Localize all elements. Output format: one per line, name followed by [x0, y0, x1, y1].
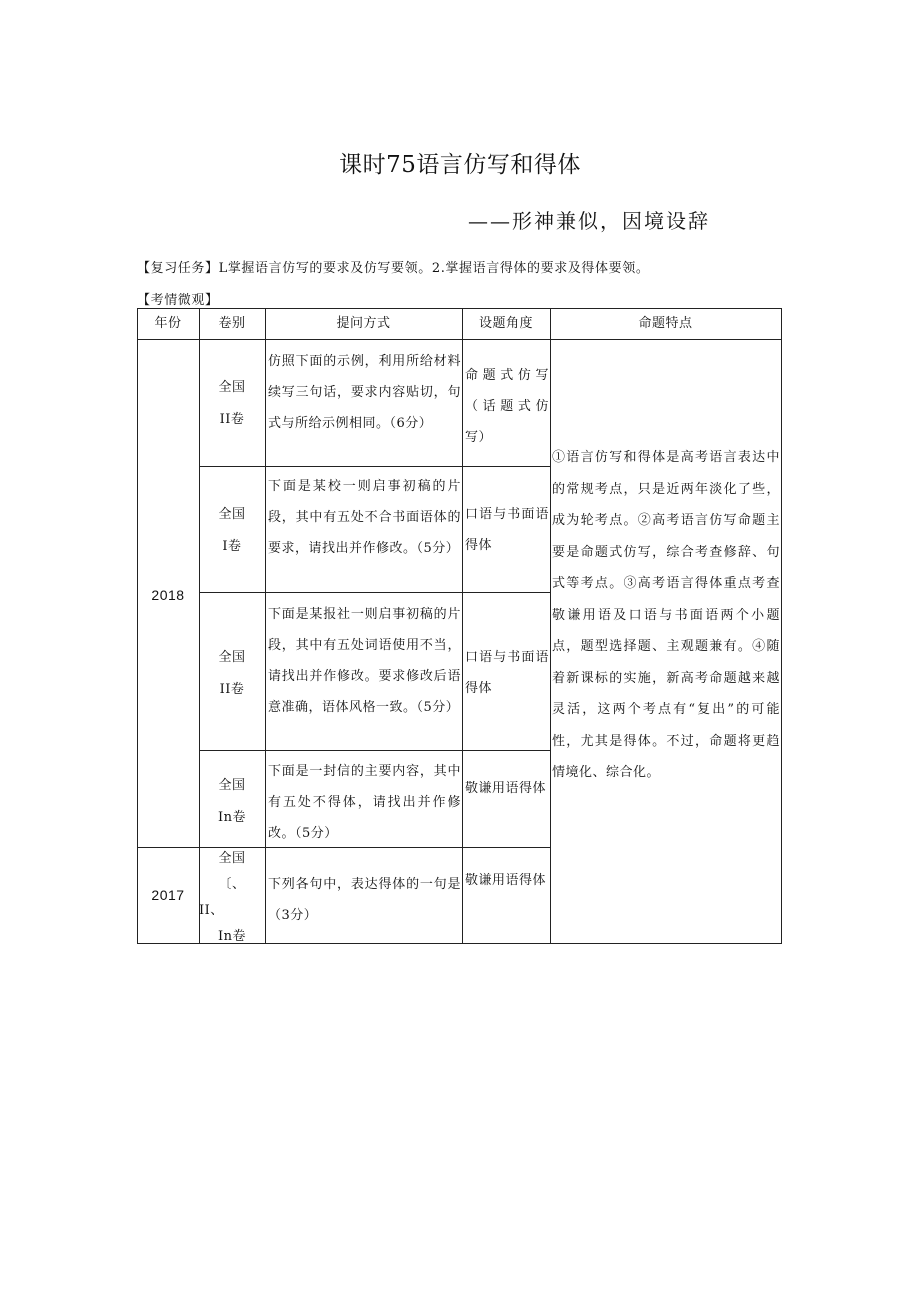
header-year: 年份 [154, 316, 182, 331]
paper-line: 全国 [218, 380, 246, 395]
header-angle: 设题角度 [478, 316, 533, 331]
question-cell: 下列各句中，表达得体的一句是（3分） [268, 877, 461, 923]
paper-cell [199, 846, 265, 944]
header-paper: 卷别 [218, 316, 246, 331]
features-cell: ①语言仿写和得体是高考语言表达中的常规考点，只是近两年淡化了些，成为轮考点。②高考语言仿写命题主要是命题式仿写，综合考查修辞、句式等考点。③高考语言得体重点考查敬谦用语及口语与书面语两个小题点，题型选择题、主观题兼有。④随着新课标的实施，新高考命题越来越灵活，这两个考点有“复出”的可能性，尤其是得体。不过，命题将更趋情境化、综合化。 [552, 450, 780, 780]
paper-line: In卷 [217, 929, 246, 944]
question-cell: 下面是一封信的主要内容，其中有五处不得体，请找出并作修改。（5分） [268, 764, 461, 841]
paper-cell [199, 642, 265, 706]
paper-line: 全国 [218, 778, 246, 793]
section-label: 【考情微观】 [137, 293, 219, 308]
angle-cell: 敬谦用语得体 [465, 781, 547, 796]
table-row-rule [199, 750, 550, 751]
question-cell: 下面是某校一则启事初稿的片段，其中有五处不合书面语体的要求，请找出并作修改。（5分） [268, 479, 461, 556]
page-subtitle: ——形神兼似，因境设辞 [468, 209, 710, 233]
table-border-right [781, 308, 782, 944]
question-cell: 下面是某报社一则启事初稿的片段，其中有五处词语使用不当，请找出并作修改。要求修改后语意准确，语体风格一致。（5分） [268, 607, 461, 715]
paper-line: I卷 [222, 539, 242, 554]
table-row-rule [199, 592, 550, 593]
paper-line: 全国 [218, 650, 246, 665]
year-cell: 2017 [151, 887, 185, 903]
angle-cell: 命题式仿写（话题式仿写） [465, 368, 549, 445]
paper-cell [199, 372, 265, 436]
paper-line: II卷 [219, 682, 245, 697]
table-border-left [137, 308, 138, 944]
paper-line: 全国 [218, 507, 246, 522]
review-task: 【复习任务】L掌握语言仿写的要求及仿写要领。2.掌握语言得体的要求及得体要领。 [137, 261, 650, 276]
paper-line: 全国 [218, 851, 246, 866]
angle-cell: 敬谦用语得体 [465, 873, 547, 888]
year-cell: 2018 [151, 587, 185, 603]
header-features: 命题特点 [638, 316, 693, 331]
angle-cell: 口语与书面语得体 [465, 507, 549, 553]
paper-line: II卷 [219, 412, 245, 427]
page-title: 课时75语言仿写和得体 [339, 152, 581, 178]
paper-line: 〔、 [218, 877, 246, 892]
paper-cell [199, 499, 265, 563]
table-row-rule [199, 466, 550, 467]
question-cell: 仿照下面的示例，利用所给材料续写三句话，要求内容贴切，句式与所给示例相同。（6分） [268, 354, 461, 431]
paper-cell [199, 770, 265, 834]
angle-cell: 口语与书面语得体 [465, 650, 549, 696]
table-header-rule [137, 339, 782, 340]
header-question-form: 提问方式 [336, 316, 391, 331]
exam-overview-table [137, 308, 782, 944]
paper-line: II、 [199, 903, 224, 918]
paper-line: In卷 [217, 810, 246, 825]
